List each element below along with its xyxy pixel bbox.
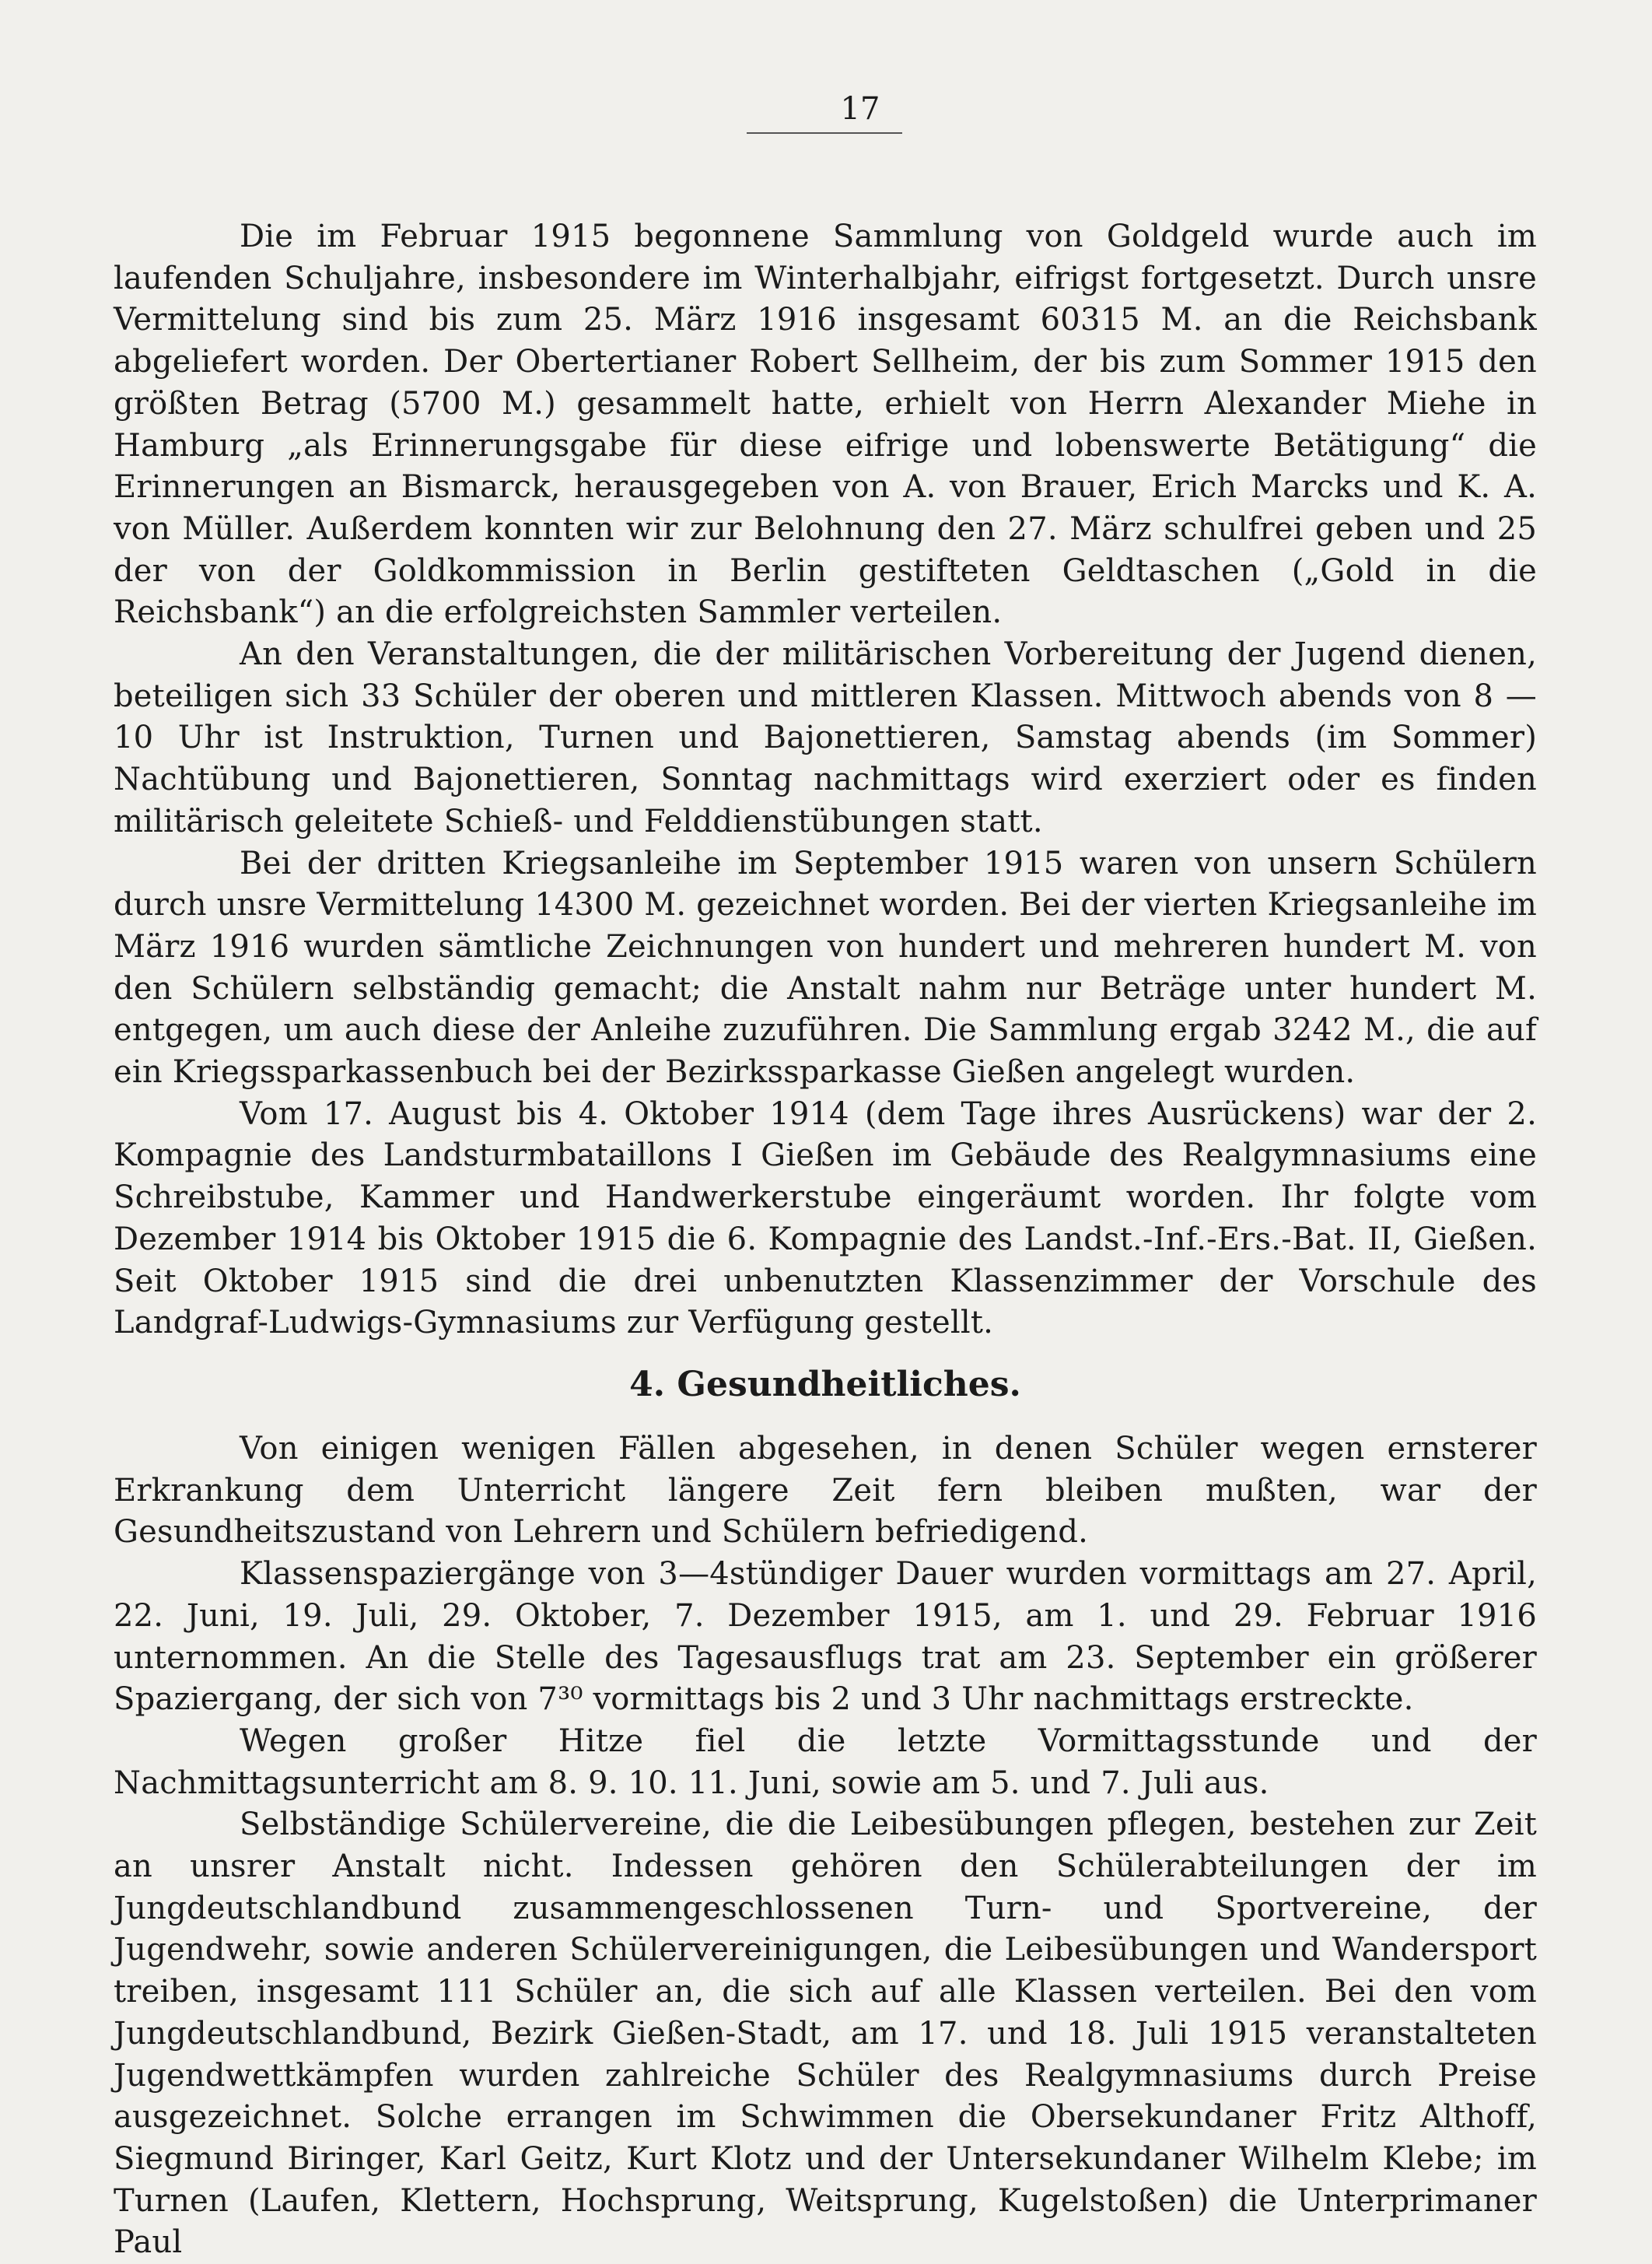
page-number-rule <box>747 132 902 134</box>
paragraph-war-loan: Bei der dritten Kriegsanleihe im September 1915 waren von unsern Schülern durch unsre Vermittelung 14300 M. gezeichnet worden. Bei der vierten Kriegsanleihe im März 1916 wurden sämtliche Zeichnungen von hundert und mehreren hundert M. von den Schülern selbständig gemacht; die Anstalt nahm nur Beträge unter hundert M. entgegen, um auch diese der Anleihe zuzuführen. Die Sammlung ergab 3242 M., die auf ein Kriegssparkassenbuch bei der Bezirkssparkasse Gießen angelegt wurden. <box>114 845 1538 1091</box>
paragraph-heat-days: Wegen großer Hitze fiel die letzte Vormittagsstunde und der Nachmittagsunterricht am 8. 9. 10. 11. Juni, sowie am 5. und 7. Juli aus. <box>114 1723 1537 1801</box>
paragraph-health-status: Von einigen wenigen Fällen abgesehen, in denen Schüler wegen ernsterer Erkrankung dem Unterricht längere Zeit fern bleiben mußten, war der Gesundheitszustand von Lehrern und Schülern befriedigend. <box>114 1430 1537 1551</box>
paragraph-billeting: Vom 17. August bis 4. Oktober 1914 (dem Tage ihres Ausrückens) war der 2. Kompagnie des Landsturmbataillons I Gießen im Gebäude des Realgymnasiums eine Schreibstube, Kammer und Handwerkerstube eingeräumt worden. Ihr folgte vom Dezember 1914 bis Oktober 1915 die 6. Kompagnie des Landst.-Inf.-Ers.-Bat. II, Gießen. Seit Oktober 1915 sind die drei unbenutzten Klassenzimmer der Vorschule des Landgraf-Ludwigs-Gymnasiums zur Verfügung gestellt. <box>114 1095 1537 1341</box>
paragraph-sports-clubs: Selbständige Schülervereine, die die Leibesübungen pflegen, bestehen zur Zeit an unsrer Anstalt nicht. Indessen gehören den Schülerabteilungen der im Jungdeutschlandbund zusammengeschlossenen Turn- und Sportvereine, der Jugendwehr, sowie anderen Schülervereinigungen, die Leibesübungen und Wandersport treiben, insgesamt 111 Schüler an, die sich auf alle Klassen verteilen. Bei den vom Jungdeutschlandbund, Bezirk Gießen-Stadt, am 17. und 18. Juli 1915 veranstalteten Jugendwettkämpfen wurden zahlreiche Schüler des Realgymnasiums durch Preise ausgezeichnet. Solche errangen im Schwimmen die Obersekundaner Fritz Althoff, Siegmund Biringer, Karl Geitz, Kurt Klotz und der Untersekundaner Wilhelm Klebe; im Turnen (Laufen, Klettern, Hochsprung, Weitsprung, Kugelstoßen) die Unterprimaner Paul <box>114 1807 1537 2261</box>
paragraph-military-preparation: An den Veranstaltungen, die der militärischen Vorbereitung der Jugend dienen, beteiligen sich 33 Schüler der oberen und mittleren Klassen. Mittwoch abends von 8 — 10 Uhr ist Instruktion, Turnen und Bajonettieren, Samstag abends (im Sommer) Nachtübung und Bajonettieren, Sonntag nachmittags wird exerziert oder es finden militärisch geleitete Schieß- und Felddienstübungen statt. <box>114 636 1537 839</box>
paragraph-gold-collection: Die im Februar 1915 begonnene Sammlung von Goldgeld wurde auch im laufenden Schuljahre, insbesondere im Winterhalbjahr, eifrigst fortgesetzt. Durch unsre Vermittelung sind bis zum 25. März 1916 insgesamt 60315 M. an die Reichsbank abgeliefert worden. Der Obertertianer Robert Sellheim, der bis zum Sommer 1915 den größten Betrag (5700 M.) gesammelt hatte, erhielt von Herrn Alexander Miehe in Hamburg „als Erinnerungsgabe für diese eifrige und lobenswerte Betätigung“ die Erinnerungen an Bismarck, herausgegeben von A. von Brauer, Erich Marcks und K. A. von Müller. Außerdem konnten wir zur Belohnung den 27. März schulfrei geben und 25 der von der Goldkommission in Berlin gestifteten Geldtaschen („Gold in die Reichsbank“) an die erfolgreichsten Sammler verteilen. <box>114 219 1537 631</box>
paragraph-class-walks: Klassenspaziergänge von 3—4stündiger Dauer wurden vormittags am 27. April, 22. Juni, 19. Juli, 29. Oktober, 7. Dezember 1915, am 1. und 29. Februar 1916 unternommen. An die Stelle des Tagesausflugs trat am 23. September ein größerer Spaziergang, der sich von 7³⁰ vormittags bis 2 und 3 Uhr nachmittags erstreckte. <box>114 1556 1537 1718</box>
document-page <box>114 93 1537 2264</box>
page-number: 17 <box>840 91 880 127</box>
section-heading: 4. Gesundheitliches. <box>629 1364 1021 1404</box>
